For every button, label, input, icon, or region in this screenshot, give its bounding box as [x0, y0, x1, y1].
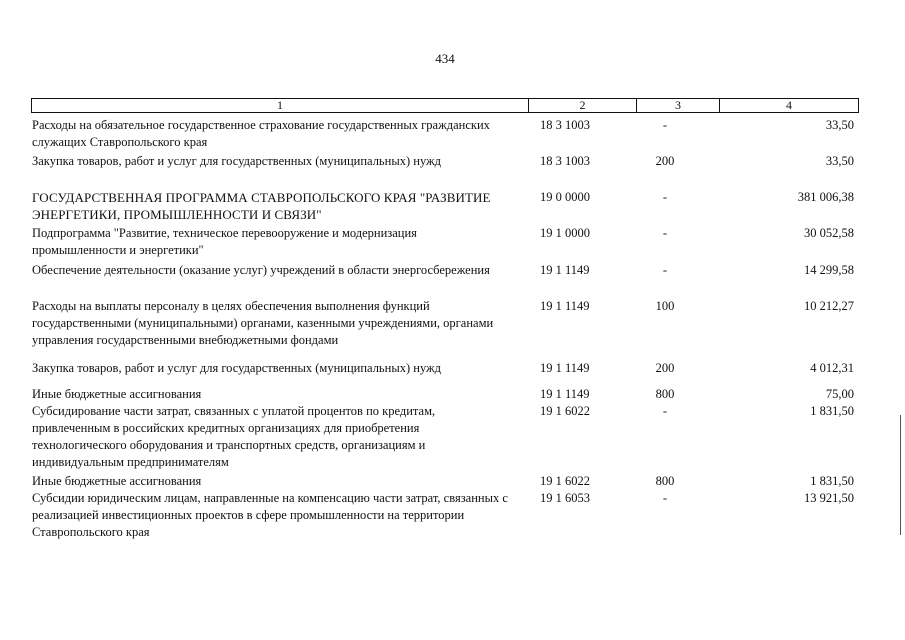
row-name: Иные бюджетные ассигнования	[32, 387, 202, 401]
row-name: Обеспечение деятельности (оказание услуг) учреждений в области энергосбережения	[32, 263, 490, 277]
row-code: 18 3 1003	[540, 118, 590, 132]
table-row	[32, 225, 858, 262]
row-name: ГОСУДАРСТВЕННАЯ ПРОГРАММА СТАВРОПОЛЬСКОГО КРАЯ "РАЗВИТИЕ ЭНЕРГЕТИКИ, ПРОМЫШЛЕННОСТИ И СВЯЗИ"	[32, 190, 491, 222]
row-name: Субсидии юридическим лицам, направленные на компенсацию части затрат, связанных с реализацией инвестиционных проектов в сфере промышленности на территории Ставропольского края	[32, 491, 508, 539]
row-type: -	[662, 226, 668, 240]
row-name: Субсидирование части затрат, связанных с уплатой процентов по кредитам, привлеченным в российских кредитных организациях для приобретения технологического оборудования и транспортных средств, организациям и индивидуальным предпринимателям	[32, 404, 436, 469]
row-code: 19 1 1149	[540, 263, 590, 277]
row-type: 800	[655, 387, 675, 401]
row-name: Расходы на обязательное государственное страхование государственных гражданских служащих Ставропольского края	[32, 118, 490, 149]
header-col-4: 4	[786, 98, 792, 112]
row-type: 100	[655, 299, 675, 313]
table-row	[32, 189, 858, 225]
table-row	[32, 386, 858, 403]
row-sum: 13 921,50	[804, 491, 854, 505]
row-type: -	[662, 491, 668, 505]
row-code: 18 3 1003	[540, 154, 590, 168]
row-code: 19 0 0000	[540, 190, 590, 204]
row-code: 19 1 6022	[540, 474, 590, 488]
header-col-3: 3	[637, 99, 720, 112]
table-row	[32, 360, 858, 386]
table-row	[32, 153, 858, 189]
row-name: Подпрограмма "Развитие, техническое перевооружение и модернизация промышленности и энергетики"	[32, 226, 417, 257]
header-col-1: 1	[32, 99, 529, 112]
row-sum: 10 212,27	[804, 299, 854, 313]
row-name: Иные бюджетные ассигнования	[32, 474, 202, 488]
row-sum: 4 012,31	[810, 361, 854, 375]
row-code: 19 1 1149	[540, 387, 590, 401]
row-type: -	[662, 404, 668, 418]
table-row	[32, 262, 858, 298]
row-sum: 33,50	[825, 118, 854, 132]
table-row	[32, 490, 858, 544]
row-type: 800	[655, 474, 675, 488]
row-code: 19 1 6022	[540, 404, 590, 418]
row-sum: 1 831,50	[810, 474, 854, 488]
row-type: -	[662, 118, 668, 132]
header-col-2: 2	[529, 99, 637, 112]
row-sum: 75,00	[825, 387, 854, 401]
table-body	[32, 117, 858, 544]
row-sum: 33,50	[825, 154, 854, 168]
table-row	[32, 403, 858, 473]
row-name: Закупка товаров, работ и услуг для государственных (муниципальных) нужд	[32, 361, 442, 375]
row-sum: 381 006,38	[797, 190, 854, 204]
page-number: 434	[435, 51, 455, 66]
row-code: 19 1 0000	[540, 226, 590, 240]
row-type: 200	[655, 361, 675, 375]
table-row	[32, 298, 858, 360]
row-sum: 30 052,58	[804, 226, 854, 240]
row-type: -	[662, 190, 668, 204]
row-code: 19 1 1149	[540, 361, 590, 375]
row-name: Расходы на выплаты персоналу в целях обеспечения выполнения функций государственными (муниципальными) органами, казенными учреждениями, органами управления государственными внебюджетными фондами	[32, 299, 494, 347]
table-row	[32, 473, 858, 490]
row-code: 19 1 1149	[540, 299, 590, 313]
table-row	[32, 117, 858, 153]
row-sum: 14 299,58	[804, 263, 854, 277]
table-header-row	[31, 98, 859, 113]
row-type: -	[662, 263, 668, 277]
row-sum: 1 831,50	[810, 404, 854, 418]
row-type: 200	[655, 154, 675, 168]
margin-line	[900, 415, 901, 535]
row-name: Закупка товаров, работ и услуг для государственных (муниципальных) нужд	[32, 154, 442, 168]
row-code: 19 1 6053	[540, 491, 590, 505]
